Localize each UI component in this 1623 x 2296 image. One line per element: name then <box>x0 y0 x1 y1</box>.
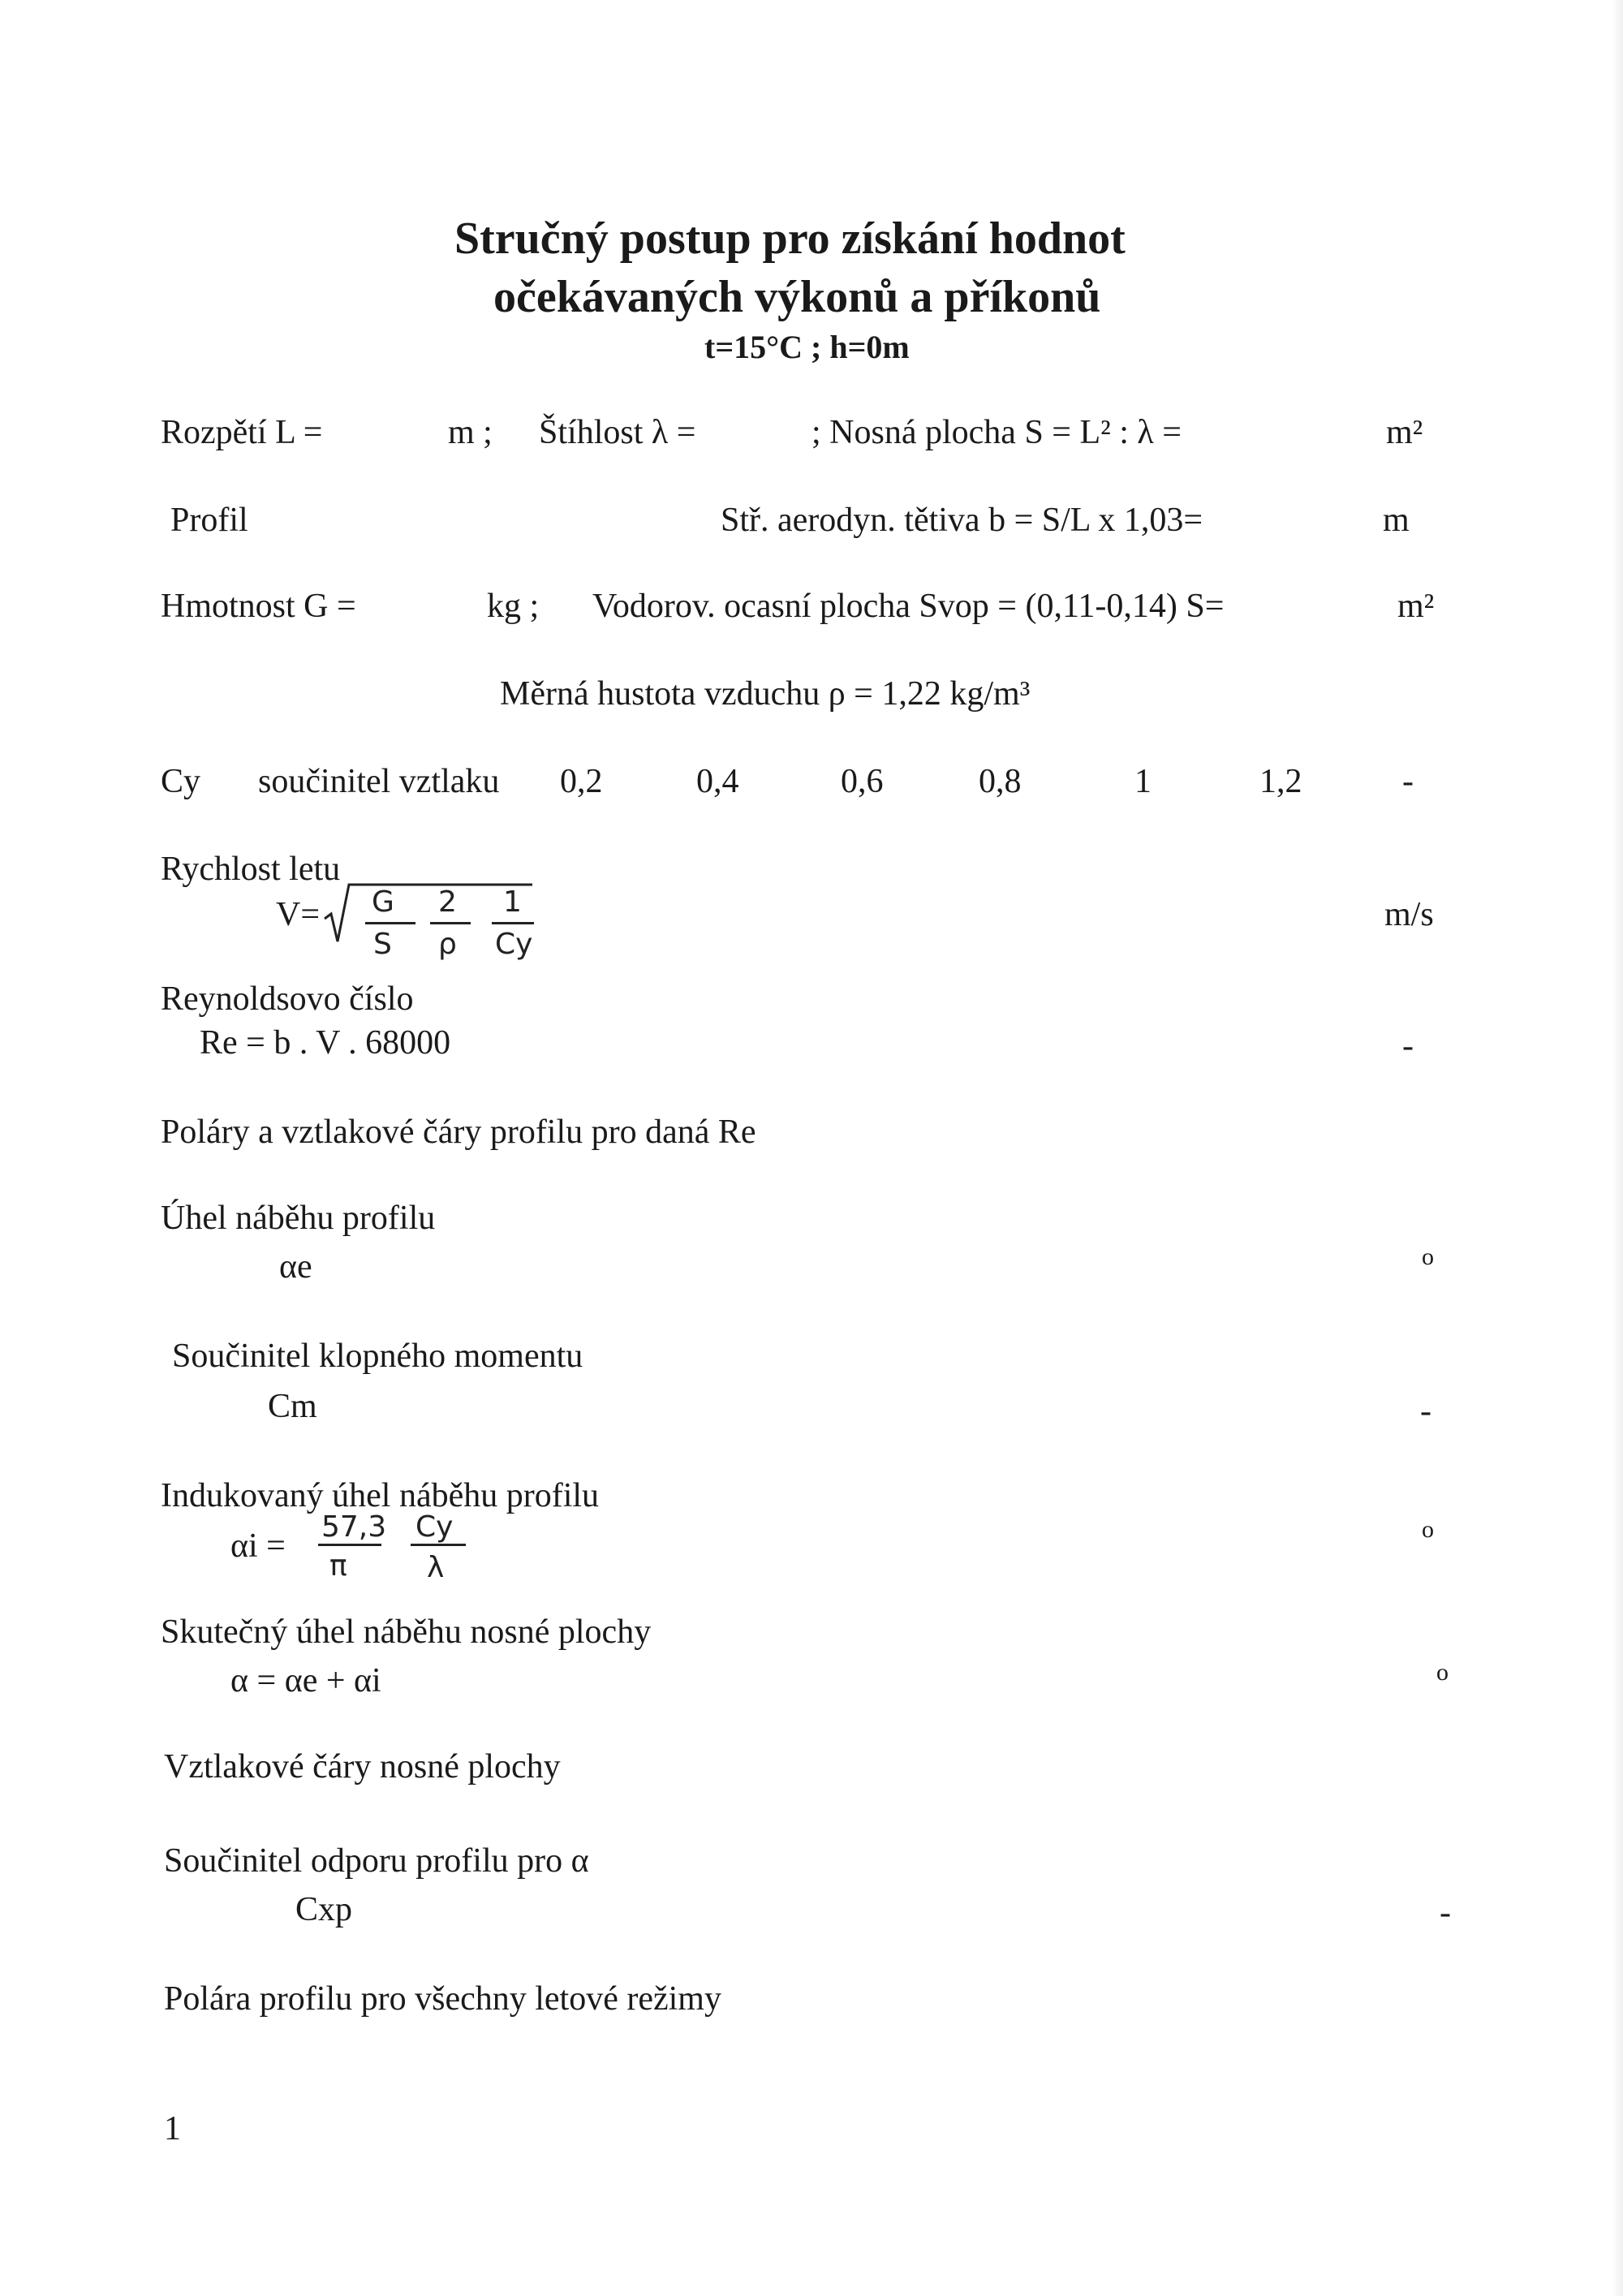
chord-label: Stř. aerodyn. tětiva b = S/L x 1,03= <box>721 502 1203 539</box>
lift-lines-label: Vztlakové čáry nosné plochy <box>164 1748 561 1786</box>
velocity-unit: m/s <box>1384 896 1434 933</box>
velocity-hand-num: 1 <box>503 885 522 919</box>
alpha-unit: o <box>1436 1659 1449 1686</box>
cy-symbol: Cy <box>161 763 201 800</box>
cxp-symbol: Cxp <box>295 1891 353 1928</box>
alpha-i-hand-den: λ <box>427 1551 445 1584</box>
cxp-unit: - <box>1440 1894 1451 1932</box>
polars-label: Poláry a vztlakové čáry profilu pro daná Re <box>161 1114 756 1151</box>
profile-label: Profil <box>170 502 248 539</box>
fraction-bar <box>318 1544 381 1546</box>
cy-value: 0,6 <box>841 763 884 800</box>
velocity-hand-den: ρ <box>438 928 457 961</box>
fraction-bar <box>430 922 471 924</box>
alpha-formula: α = αe + αi <box>230 1662 381 1699</box>
scan-edge-shadow <box>1612 0 1623 2296</box>
alpha-i-hand-num: 57,3 <box>321 1510 387 1544</box>
page-number: 1 <box>164 2110 181 2147</box>
cm-symbol: Cm <box>268 1388 317 1425</box>
area-unit: m² <box>1386 414 1423 451</box>
velocity-hand-den: S <box>373 928 392 961</box>
alpha-i-unit: o <box>1422 1516 1434 1543</box>
cy-label: součinitel vztlaku <box>258 763 500 800</box>
alpha-i-hand-num: Cy <box>415 1510 454 1544</box>
title-line-1: Stručný postup pro získání hodnot <box>454 213 1126 264</box>
velocity-hand-den: Cy <box>495 928 533 961</box>
reynolds-label: Reynoldsovo číslo <box>161 980 414 1018</box>
reynolds-unit: - <box>1402 1027 1414 1065</box>
cy-unit: - <box>1402 763 1414 800</box>
alpha-e-unit: o <box>1422 1243 1434 1270</box>
title-line-2: očekávaných výkonů a příkonů <box>493 272 1101 322</box>
velocity-formula-lhs: V= <box>276 896 321 933</box>
fraction-bar <box>492 922 534 924</box>
cy-value: 1 <box>1134 763 1152 800</box>
span-label: Rozpětí L = <box>161 414 323 451</box>
fraction-bar <box>411 1544 466 1546</box>
alpha-i-formula-lhs: αi = <box>230 1527 286 1565</box>
fraction-bar <box>365 922 415 924</box>
aspect-ratio-label: Štíhlost λ = <box>539 414 696 451</box>
span-unit: m ; <box>448 414 493 451</box>
cy-value: 0,2 <box>560 763 603 800</box>
velocity-hand-num: G <box>372 885 394 919</box>
air-density: Měrná hustota vzduchu ρ = 1,22 kg/m³ <box>500 675 1031 713</box>
cm-unit: - <box>1420 1393 1431 1430</box>
velocity-hand-num: 2 <box>438 885 457 919</box>
area-label: ; Nosná plocha S = L² : λ = <box>812 414 1182 451</box>
profile-polar-label: Polára profilu pro všechny letové režimy <box>164 1980 721 2018</box>
chord-unit: m <box>1383 502 1410 539</box>
tail-area-label: Vodorov. ocasní plocha Svop = (0,11-0,14) S= <box>592 588 1225 625</box>
tail-area-unit: m² <box>1397 588 1435 625</box>
cy-value: 0,4 <box>696 763 739 800</box>
cy-value: 1,2 <box>1259 763 1302 800</box>
reynolds-formula: Re = b . V . 68000 <box>200 1024 451 1062</box>
velocity-label: Rychlost letu <box>161 851 341 888</box>
conditions-subtitle: t=15°C ; h=0m <box>704 329 910 365</box>
alpha-e-label: Úhel náběhu profilu <box>161 1200 436 1237</box>
alpha-label: Skutečný úhel náběhu nosné plochy <box>161 1613 652 1651</box>
cxp-label: Součinitel odporu profilu pro α <box>164 1842 589 1880</box>
alpha-i-label: Indukovaný úhel náběhu profilu <box>161 1477 600 1514</box>
mass-unit: kg ; <box>487 588 540 625</box>
alpha-e-symbol: αe <box>279 1248 312 1286</box>
cm-label: Součinitel klopného momentu <box>172 1338 583 1375</box>
alpha-i-hand-den: π <box>329 1549 347 1583</box>
mass-label: Hmotnost G = <box>161 588 356 625</box>
cy-value: 0,8 <box>979 763 1022 800</box>
